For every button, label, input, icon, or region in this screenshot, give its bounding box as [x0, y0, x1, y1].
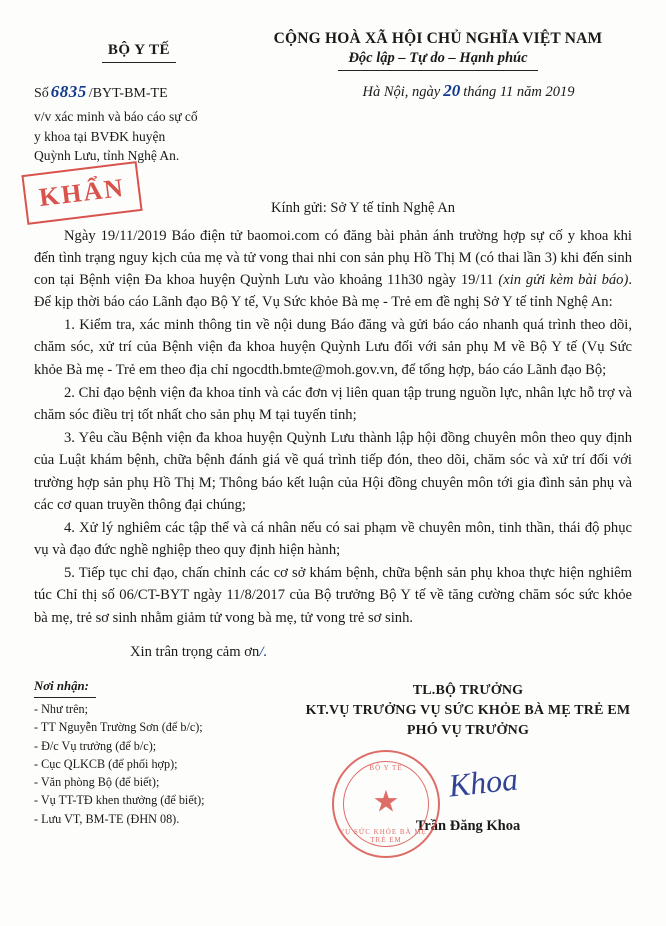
official-seal: [332, 750, 440, 858]
subject-line: [34, 107, 269, 166]
signer-name: Trần Đăng Khoa: [415, 817, 521, 834]
body-item-5: 5. Tiếp tục chỉ đạo, chấn chỉnh các cơ sở khám bệnh, chữa bệnh sản phụ khoa thực hiện nghiêm túc Chỉ thị số 06/CT-BYT ngày 11/8/2017 của Bộ trưởng Bộ Y tế về tăng cường chăm sóc sức khỏe bà mẹ, trẻ sơ sinh nhằm giảm tử vong bà mẹ, tử vong trẻ sơ sinh.: [34, 565, 632, 626]
urgent-stamp-label: KHẨN: [37, 172, 127, 213]
intro-part-2: . Để kịp thời báo cáo Lãnh đạo Bộ Y tế, Vụ Sức khỏe Bà mẹ - Trẻ em đề nghị Sở Y tế tỉnh Nghệ An:: [34, 271, 632, 311]
document-metadata: [0, 71, 666, 166]
recipients-title: Nơi nhận:: [34, 678, 89, 693]
organization-name: BỘ Y TẾ: [107, 42, 171, 58]
body-paragraph-intro: [34, 225, 632, 314]
so-label: Số: [34, 86, 49, 101]
signature-title-3: PHÓ VỤ TRƯỞNG: [406, 723, 530, 739]
body-item-1: 1. Kiểm tra, xác minh thông tin về nội dung Báo đăng và gửi báo cáo nhanh quá trình theo dõi, chăm sóc, xử trí của Bệnh viện đa khoa huyện Quỳnh Lưu đối với sản phụ M về Bộ Y tế (Vụ Sức khỏe Bà mẹ - Trẻ em theo địa chỉ ngocdth.bmte@moh.gov.vn, để tổng hợp, báo cáo Lãnh đạo Bộ;: [34, 317, 632, 378]
closing-text: Xin trân trọng cảm ơn: [130, 643, 260, 660]
place-date-suffix: tháng 11 năm 2019: [463, 84, 575, 100]
organization-underline: [102, 62, 176, 63]
recipient-item: - Như trên;: [34, 701, 88, 716]
motto-underline: [338, 70, 538, 71]
recipients-title-underline: [34, 697, 96, 698]
intro-part-1: Ngày 19/11/2019 Báo điện tử baomoi.com có đăng bài phản ánh trường hợp sự cố y khoa khi đến tình trạng nguy kịch của mẹ và tử vong thai nhi con sản phụ Hồ Thị M (có thai lần 3) khi đến sinh con tại Bệnh viện Đa khoa huyện Quỳnh Lưu vào khoảng 11h30 ngày 19/11: [34, 227, 632, 288]
body-item-2: 2. Chỉ đạo bệnh viện đa khoa tỉnh và các đơn vị liên quan tập trung nguồn lực, nhân lực hỗ trợ và chăm sóc điều trị tốt nhất cho sản phụ M tại tuyến tỉnh;: [34, 384, 632, 423]
document-number-line: [34, 81, 269, 104]
place-and-date: [269, 81, 632, 166]
intro-italic-note: (xin gửi kèm bài báo): [498, 271, 629, 288]
document-number: 6835: [50, 82, 87, 101]
document-body: [0, 217, 666, 629]
national-motto: Độc lập – Tự do – Hạnh phúc: [348, 50, 528, 66]
recipient-item: - Văn phòng Bộ (để biết);: [34, 775, 160, 790]
recipient-item: - TT Nguyễn Trường Sơn (để b/c);: [34, 720, 203, 735]
subject-line-1: v/v xác minh và báo cáo sự cố: [34, 108, 198, 124]
closing-line: [0, 630, 666, 661]
subject-line-3: Quỳnh Lưu, tỉnh Nghệ An.: [34, 148, 180, 164]
handwritten-signature: Khoa: [446, 760, 520, 804]
seal-star-icon: ★: [372, 785, 400, 819]
body-item-3: 3. Yêu cầu Bệnh viện đa khoa huyện Quỳnh Lưu thành lập hội đồng chuyên môn theo quy định của Luật khám bệnh, chữa bệnh đánh giá về quá trình tiếp đón, theo dõi, chăm sóc và xử trí đối với trường hợp sản phụ Hồ Thị M; Thông báo kết luận của Hội đồng chuyên môn tới gia đình sản phụ và các cơ quan truyền thông đại chúng;: [34, 430, 632, 513]
body-item-4: 4. Xử lý nghiêm các tập thể và cá nhân nếu có sai phạm về chuyên môn, tinh thần, thái độ phục vụ và đạo đức nghề nghiệp theo quy định hiện hành;: [34, 519, 632, 559]
closing-scribble: /.: [259, 643, 268, 660]
place-date-prefix: Hà Nội, ngày: [362, 84, 441, 100]
document-number-block: [34, 81, 269, 166]
document-header: [0, 0, 666, 71]
signature-block: [304, 677, 632, 844]
document-footer: [0, 661, 666, 844]
seal-bottom-text: VỤ SỨC KHỎE BÀ MẸ - TRẺ EM: [339, 827, 433, 844]
signature-title-2: KT.VỤ TRƯỞNG VỤ SỨC KHỎE BÀ MẸ TRẺ EM: [305, 703, 631, 719]
recipient-item: - Đ/c Vụ trưởng (để b/c);: [34, 738, 157, 753]
issuing-organization: [34, 30, 244, 71]
handwritten-day: 20: [443, 81, 461, 100]
recipient-item: - Cục QLKCB (để phối hợp);: [34, 756, 178, 771]
signature-title-1: TL.BỘ TRƯỞNG: [412, 682, 524, 698]
document-number-suffix: /BYT-BM-TE: [88, 86, 168, 101]
subject-line-2: y khoa tại BVĐK huyện: [34, 128, 166, 144]
recipient-line: Kính gửi: Sở Y tế tỉnh Nghệ An: [270, 199, 456, 216]
seal-top-text: BỘ Y TẾ: [369, 763, 403, 772]
recipient-item: - Lưu VT, BM-TE (ĐHN 08).: [34, 811, 180, 826]
national-heading: [244, 30, 632, 71]
recipients-block: [34, 677, 304, 835]
recipient-item: - Vụ TT-TĐ khen thưởng (để biết);: [34, 793, 205, 808]
country-name: CỘNG HOÀ XÃ HỘI CHỦ NGHĨA VIỆT NAM: [273, 30, 603, 47]
